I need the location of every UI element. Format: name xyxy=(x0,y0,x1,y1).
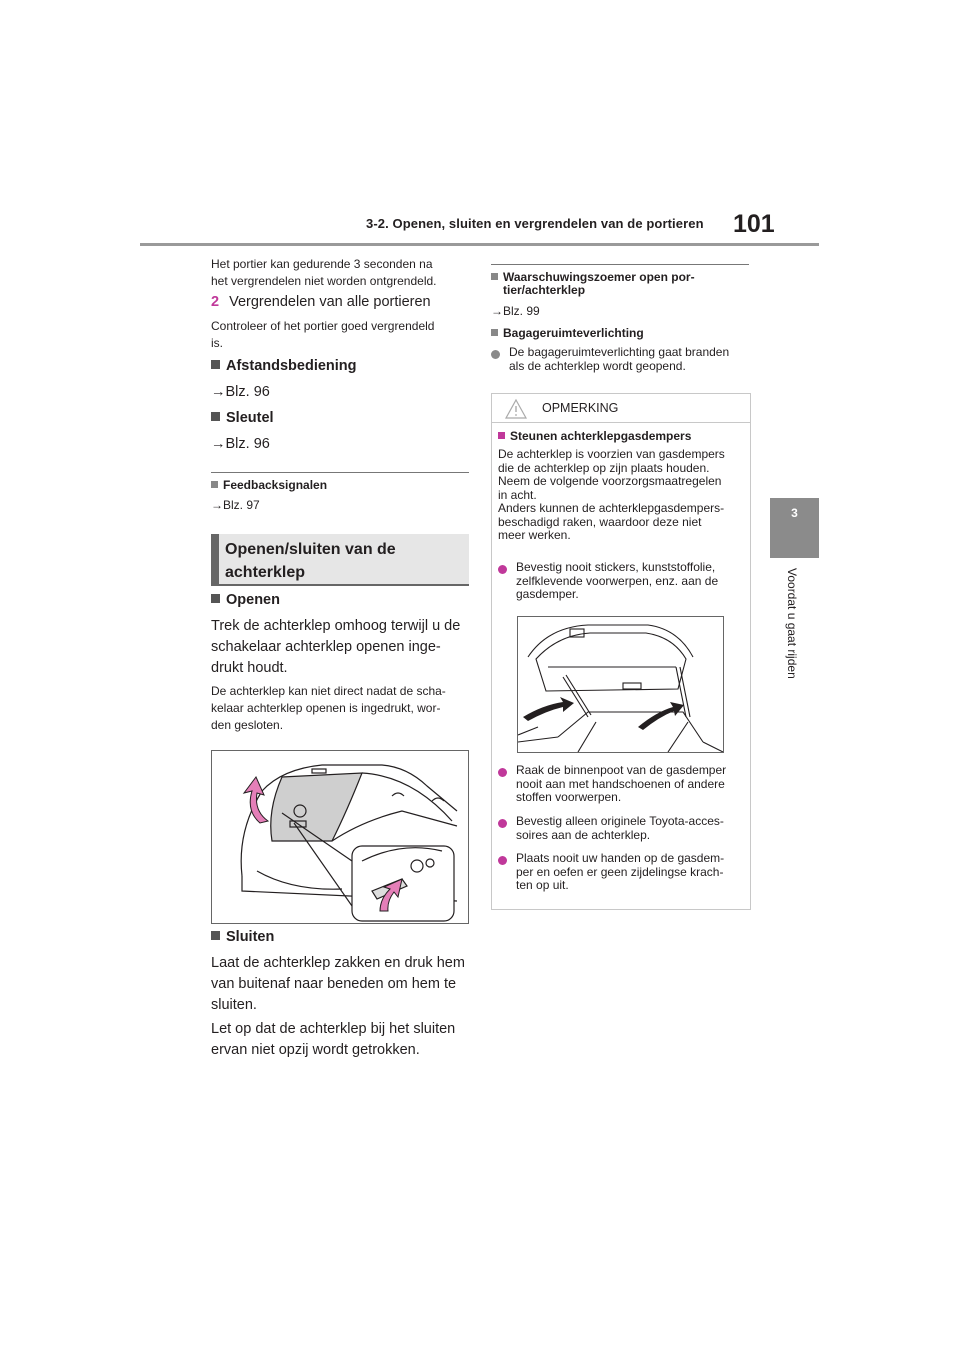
note-bullet-line: zelfklevende voorwerpen, enz. aan de xyxy=(516,573,719,588)
bullet-dot-icon xyxy=(498,768,507,777)
bagage-bullet xyxy=(491,346,751,373)
openen-note-line: De achterklep kan niet direct nadat de scha- xyxy=(211,684,446,698)
header-rule xyxy=(140,243,819,246)
running-header-title: 3-2. Openen, sluiten en vergrendelen van de portieren xyxy=(366,216,704,231)
note-line: meer werken. xyxy=(498,528,571,542)
step-number: 2 xyxy=(211,294,220,310)
step-text: Vergrendelen van alle portieren xyxy=(229,294,431,310)
bullet-dot-icon xyxy=(491,350,500,359)
note-bullet xyxy=(498,561,746,602)
note-bullet-line: Raak de binnenpoot van de gasdemper xyxy=(516,763,727,777)
note-paragraph xyxy=(498,448,746,543)
sluiten-line: van buitenaf naar beneden om hem te xyxy=(211,976,457,992)
chapter-tab xyxy=(770,498,819,558)
heading-openen xyxy=(211,592,280,608)
bagage-line: als de achterklep wordt geopend. xyxy=(509,358,686,373)
heading-text: Sleutel xyxy=(226,410,274,426)
note-line: Anders kunnen de achterklepgasdempers- xyxy=(498,501,725,515)
section-heading-box xyxy=(211,534,469,586)
ref-sleutel[interactable]: →Blz. 96 xyxy=(211,436,270,452)
note-line: Neem de volgende voorzorgsmaatregelen xyxy=(498,474,722,488)
tailgate-open-illustration xyxy=(211,750,469,924)
chapter-number: 3 xyxy=(791,506,798,520)
square-bullet-icon xyxy=(491,273,498,280)
openen-body xyxy=(211,616,471,679)
heading-text: Sluiten xyxy=(226,929,275,945)
heading-text: Openen xyxy=(226,592,280,608)
note-bullet-line: nooit aan met handschoenen of andere xyxy=(516,776,725,791)
note-bullet-line: gasdemper. xyxy=(516,587,579,601)
sluiten-line: Let op dat de achterklep bij het sluiten xyxy=(211,1021,456,1037)
heading-text: Bagageruimteverlichting xyxy=(503,326,644,340)
note-divider xyxy=(492,422,750,423)
bullet-dot-icon xyxy=(498,565,507,574)
sluiten-body-2 xyxy=(211,1019,471,1061)
sluiten-line: Laat de achterklep zakken en druk hem xyxy=(211,955,465,971)
chapter-title: Voordat u gaat rijden xyxy=(785,568,799,679)
section-heading-bar xyxy=(211,534,219,584)
square-bullet-icon xyxy=(491,329,498,336)
section-heading-line: achterklep xyxy=(225,564,306,581)
section-heading-line: Openen/sluiten van de xyxy=(225,541,396,558)
page-number: 101 xyxy=(733,210,775,238)
note-bullet xyxy=(498,852,746,893)
tailgate-struts-icon xyxy=(518,617,723,752)
divider xyxy=(491,264,749,265)
opmerking-box xyxy=(491,393,751,910)
openen-body-line: schakelaar achterklep openen inge- xyxy=(211,639,441,655)
chapter-title-vertical xyxy=(785,568,805,708)
note-line: die de achterklep op zijn plaats houden. xyxy=(498,460,710,475)
openen-body-line: Trek de achterklep omhoog terwijl u de xyxy=(211,618,461,634)
sluiten-body-1 xyxy=(211,953,471,1016)
opmerking-title: OPMERKING xyxy=(542,401,619,415)
warning-triangle-icon xyxy=(504,398,528,420)
note-bullet-line: Bevestig nooit stickers, kunststoffolie, xyxy=(516,560,716,574)
square-bullet-icon xyxy=(498,432,505,439)
intro-text xyxy=(211,256,471,290)
intro-line: het vergrendelen niet worden ontgrendeld. xyxy=(211,274,437,288)
square-bullet-icon xyxy=(211,594,220,603)
note-bullet xyxy=(498,815,746,842)
heading-sluiten xyxy=(211,929,274,945)
openen-note-line: kelaar achterklep openen is ingedrukt, wor- xyxy=(211,701,441,715)
openen-body-line: drukt houdt. xyxy=(211,660,288,676)
note-bullet-line: Bevestig alleen originele Toyota-acces- xyxy=(516,814,724,828)
car-rear-icon xyxy=(212,751,468,923)
ref-feedback[interactable]: →Blz. 97 xyxy=(211,498,260,512)
heading-text: tier/achterklep xyxy=(503,283,586,297)
step-note-line: is. xyxy=(211,336,223,350)
note-bullet-line: stoffen voorwerpen. xyxy=(516,790,622,804)
note-bullet-line: ten op uit. xyxy=(516,878,569,892)
sluiten-line: ervan niet opzij wordt getrokken. xyxy=(211,1042,420,1058)
heading-text: Afstandsbediening xyxy=(226,358,357,374)
step-note-line: Controleer of het portier goed vergrendeld xyxy=(211,319,435,333)
gas-strut-illustration xyxy=(517,616,724,753)
note-line: De achterklep is voorzien van gasdempers xyxy=(498,447,725,461)
section-heading xyxy=(225,538,396,584)
note-bullet-line: Plaats nooit uw handen op de gasdem- xyxy=(516,851,725,865)
step-note xyxy=(211,318,471,352)
divider xyxy=(211,472,469,473)
heading-text: Steunen achterklepgasdempers xyxy=(510,429,692,443)
ref-afstandsbediening[interactable]: →Blz. 96 xyxy=(211,384,270,400)
square-bullet-icon xyxy=(211,931,220,940)
bullet-dot-icon xyxy=(498,856,507,865)
square-bullet-icon xyxy=(211,360,220,369)
note-bullet-line: per en oefen er geen zijdelingse krach- xyxy=(516,864,724,879)
square-bullet-icon xyxy=(211,412,220,421)
note-bullet xyxy=(498,764,746,805)
sluiten-line: sluiten. xyxy=(211,997,257,1013)
heading-text: Waarschuwingszoemer open por- xyxy=(503,270,695,284)
heading-feedback xyxy=(211,478,327,492)
heading-zoemer xyxy=(491,271,751,297)
heading-sleutel xyxy=(211,410,274,426)
ref-zoemer[interactable]: →Blz. 99 xyxy=(491,304,540,318)
note-line: in acht. xyxy=(498,487,537,502)
openen-note xyxy=(211,683,471,734)
note-subheading xyxy=(498,429,691,443)
heading-text: Feedbacksignalen xyxy=(223,478,328,492)
intro-line: Het portier kan gedurende 3 seconden na xyxy=(211,257,433,271)
heading-bagage xyxy=(491,326,644,340)
bullet-dot-icon xyxy=(498,819,507,828)
bagage-line: De bagageruimteverlichting gaat branden xyxy=(509,345,730,359)
note-bullet-line: soires aan de achterklep. xyxy=(516,827,651,842)
openen-note-line: den gesloten. xyxy=(211,718,284,732)
note-line: beschadigd raken, waardoor deze niet xyxy=(498,514,702,529)
square-bullet-icon xyxy=(211,481,218,488)
heading-afstandsbediening xyxy=(211,358,357,374)
step-2 xyxy=(211,292,431,313)
